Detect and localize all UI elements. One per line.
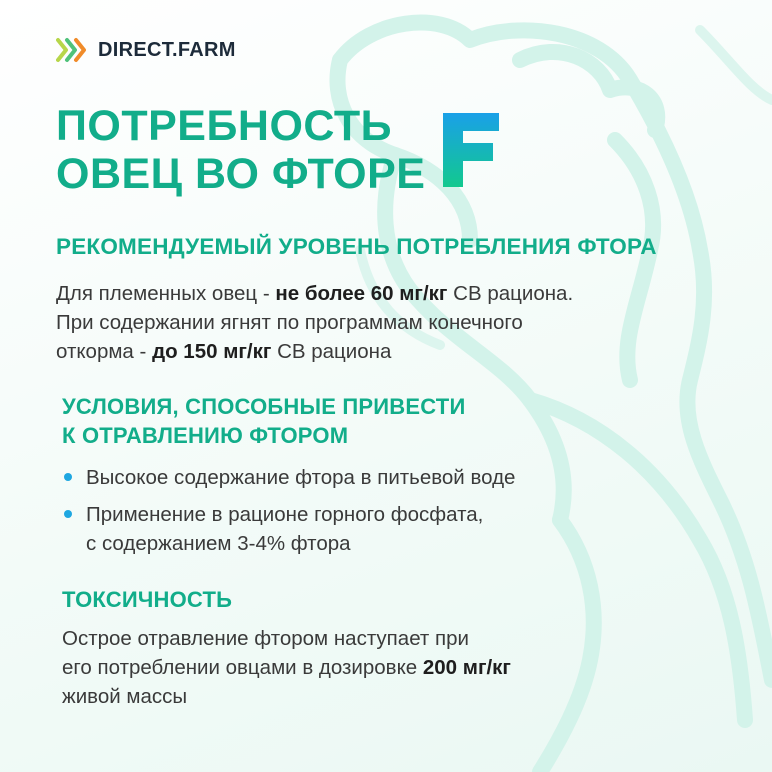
conditions-heading-line-2: К ОТРАВЛЕНИЮ ФТОРОМ bbox=[62, 423, 349, 448]
recommended-line-1-c: СВ рациона. bbox=[447, 282, 574, 305]
conditions-heading-line-1: УСЛОВИЯ, СПОСОБНЫЕ ПРИВЕСТИ bbox=[62, 394, 466, 419]
toxicity-line-2 bbox=[62, 653, 511, 682]
recommended-line-3 bbox=[56, 337, 573, 366]
bullet-dot-icon bbox=[64, 510, 72, 518]
recommended-limit-lambs: до 150 мг/кг bbox=[152, 340, 272, 363]
condition-2-line-1: Применение в рационе горного фосфата, bbox=[86, 503, 484, 526]
toxic-dose-value: 200 мг/кг bbox=[422, 656, 511, 679]
recommended-text bbox=[56, 279, 573, 366]
recommended-limit-breeding: не более 60 мг/кг bbox=[275, 282, 448, 305]
list-item bbox=[62, 463, 515, 492]
conditions-list bbox=[62, 463, 515, 566]
chevrons-logo-icon bbox=[56, 36, 90, 64]
toxicity-heading: ТОКСИЧНОСТЬ bbox=[62, 587, 233, 612]
recommended-line-3-c: СВ рациона bbox=[271, 340, 392, 363]
recommended-line-1 bbox=[56, 279, 573, 308]
condition-1-line-1: Высокое содержание фтора в питьевой воде bbox=[86, 466, 516, 489]
fluorine-symbol-graphic bbox=[441, 111, 501, 189]
bullet-dot-icon bbox=[64, 473, 72, 481]
brand-logo bbox=[56, 36, 236, 64]
title-line-1: ПОТРЕБНОСТЬ bbox=[56, 102, 393, 150]
toxicity-text bbox=[62, 624, 511, 711]
recommended-line-2: При содержании ягнят по программам конечного bbox=[56, 311, 523, 334]
toxicity-line-3: живой массы bbox=[62, 685, 188, 708]
brand-name: DIRECT.FARM bbox=[98, 38, 236, 61]
recommended-line-1-a: Для племенных овец - bbox=[56, 282, 276, 305]
conditions-heading bbox=[62, 392, 465, 450]
fluorine-symbol: F bbox=[441, 111, 442, 112]
recommended-heading: РЕКОМЕНДУЕМЫЙ УРОВЕНЬ ПОТРЕБЛЕНИЯ ФТОРА bbox=[56, 234, 657, 259]
condition-2-line-2: с содержанием 3-4% фтора bbox=[86, 532, 351, 555]
list-item bbox=[62, 500, 515, 558]
toxicity-line-2-a: его потреблении овцами в дозировке bbox=[62, 656, 423, 679]
title-line-2: ОВЕЦ ВО ФТОРЕ bbox=[56, 150, 426, 198]
toxicity-line-1: Острое отравление фтором наступает при bbox=[62, 627, 469, 650]
page-title bbox=[56, 102, 425, 198]
recommended-line-3-a: откорма - bbox=[56, 340, 153, 363]
